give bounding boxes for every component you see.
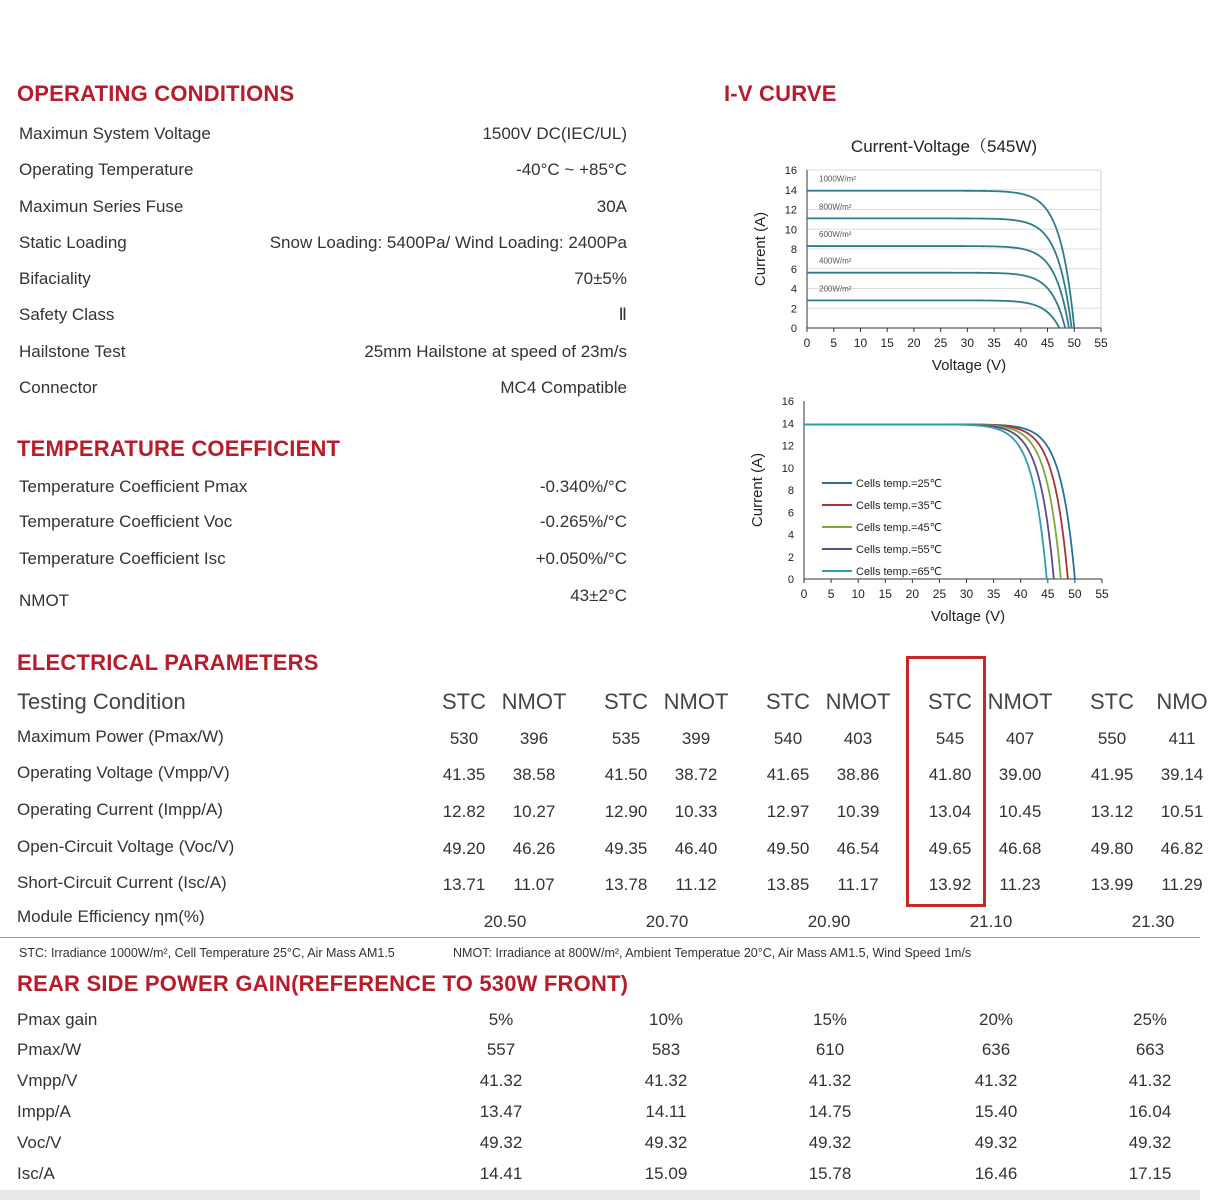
electrical-cell: 46.26 [512,839,556,858]
x-tick-label: 5 [830,336,838,350]
temperature-row-label: NMOT [19,591,70,610]
electrical-parameters-heading: ELECTRICAL PARAMETERS [17,650,319,675]
electrical-cell: 46.54 [836,839,880,858]
condition-header: STC [766,689,810,714]
rear-row-label: Impp/A [17,1102,71,1121]
rear-cell: 41.32 [808,1071,852,1090]
efficiency-cell: 20.90 [807,912,851,931]
rear-cell: 49.32 [974,1133,1018,1152]
x-tick-label: 40 [1014,587,1028,601]
electrical-cell: 10.33 [674,802,718,821]
electrical-cell: 41.65 [766,765,810,784]
iv-temperature-chart [740,388,1140,633]
x-tick-label: 30 [960,336,975,350]
x-axis-label: Voltage (V) [930,608,1006,625]
rear-cell: 636 [981,1040,1011,1059]
temperature-row-label: Temperature Coefficient Pmax [19,477,248,496]
divider [0,937,1200,938]
electrical-cell: 12.82 [442,802,486,821]
rear-side-gain-heading: REAR SIDE POWER GAIN(REFERENCE TO 530W FRONT) [17,971,629,996]
chart-title: Current-Voltage（545W) [850,137,1038,156]
rear-cell: 49.32 [479,1133,523,1152]
efficiency-label: Module Efficiency ηm(%) [17,907,205,926]
y-tick-label: 16 [781,396,794,408]
operating-row-value: 70±5% [574,269,627,288]
operating-row-value: Ⅱ [618,305,627,324]
condition-header: NMOT [663,689,729,714]
electrical-cell: 46.40 [674,839,718,858]
y-axis-label: Current (A) [752,211,769,287]
operating-row-label: Static Loading [19,233,127,252]
electrical-cell: 530 [449,729,479,748]
operating-row-label: Safety Class [19,305,115,324]
rear-cell: 49.32 [808,1133,852,1152]
electrical-cell: 540 [773,729,803,748]
y-tick-label: 10 [781,462,794,475]
electrical-row-label: Short-Circuit Current (Isc/A) [17,873,227,892]
temperature-row-label: Temperature Coefficient Voc [19,512,233,531]
electrical-cell: 535 [611,729,641,748]
y-tick-label: 4 [790,283,797,296]
rear-cell: 16.46 [974,1164,1018,1183]
x-tick-label: 45 [1041,587,1055,601]
rear-cell: 41.32 [1128,1071,1172,1090]
operating-row-value: 1500V DC(IEC/UL) [482,124,627,143]
rear-cell: 15.09 [644,1164,688,1183]
y-tick-label: 6 [787,507,794,520]
temperature-row-label: Temperature Coefficient Isc [19,549,226,568]
x-tick-label: 25 [933,336,948,350]
electrical-row-label: Operating Voltage (Vmpp/V) [17,763,230,782]
electrical-cell: 39.00 [998,765,1042,784]
electrical-cell: 41.50 [604,765,648,784]
temperature-row-value: -0.340%/°C [539,477,627,496]
highlight-545w-box [906,656,986,907]
rear-cell: 5% [488,1010,514,1029]
temperature-row-value: 43±2°C [570,586,627,605]
electrical-cell: 38.58 [512,765,556,784]
electrical-cell: 12.97 [766,802,810,821]
y-tick-label: 8 [790,244,797,256]
rear-cell: 13.47 [479,1102,523,1121]
x-tick-label: 35 [987,336,1001,350]
y-axis-label: Current (A) [749,452,766,528]
series-label: 400W/m² [819,256,852,266]
efficiency-cell: 20.50 [483,912,527,931]
x-tick-label: 50 [1067,336,1081,350]
nmot-note: NMOT: Irradiance at 800W/m², Ambient Temperatue 20°C, Air Mass AM1.5, Wind Speed 1m/s [453,946,972,960]
operating-row-label: Bifaciality [19,269,91,288]
x-tick-label: 20 [907,336,921,350]
electrical-cell: 13.78 [604,875,648,894]
electrical-cell: 49.35 [604,839,648,858]
rear-cell: 20% [978,1010,1014,1029]
rear-cell: 16.04 [1128,1102,1172,1121]
condition-header: STC [442,689,486,714]
rear-cell: 15% [812,1010,848,1029]
operating-row-label: Maximun System Voltage [19,124,211,143]
electrical-cell: 13.99 [1090,875,1134,894]
rear-row-label: Pmax gain [17,1010,98,1029]
x-tick-label: 45 [1040,336,1055,350]
rear-row-label: Pmax/W [17,1040,82,1059]
rear-cell: 17.15 [1128,1164,1172,1183]
rear-cell: 557 [486,1040,516,1059]
rear-cell: 41.32 [974,1071,1018,1090]
rear-cell: 610 [815,1040,845,1059]
x-tick-label: 15 [878,587,892,601]
y-tick-label: 6 [790,263,797,276]
iv-curve-heading: I-V CURVE [724,81,837,106]
electrical-cell: 11.07 [513,875,555,894]
rear-cell: 14.41 [479,1164,523,1183]
temperature-row-value: -0.265%/°C [539,512,627,531]
legend-label: Cells temp.=35℃ [856,500,943,512]
series-label: 800W/m² [819,202,852,212]
electrical-cell: 407 [1005,729,1035,748]
legend-label: Cells temp.=65℃ [856,566,943,578]
electrical-row-label: Maximum Power (Pmax/W) [17,727,224,746]
operating-row-value: Snow Loading: 5400Pa/ Wind Loading: 2400Pa [269,233,627,252]
condition-header: STC [604,689,648,714]
electrical-cell: 11.12 [675,875,717,894]
electrical-cell: 46.82 [1160,839,1204,858]
y-tick-label: 0 [787,574,794,586]
x-tick-label: 50 [1068,587,1082,601]
y-tick-label: 12 [784,204,797,217]
electrical-cell: 38.86 [836,765,880,784]
condition-header: NMOT [825,689,891,714]
stc-note: STC: Irradiance 1000W/m², Cell Temperature 25°C, Air Mass AM1.5 [19,946,395,960]
rear-cell: 14.11 [645,1102,687,1121]
operating-row-value: -40°C ~ +85°C [516,160,627,179]
condition-header: STC [928,689,972,714]
electrical-cell: 550 [1097,729,1127,748]
electrical-cell: 10.45 [998,802,1042,821]
operating-row-label: Operating Temperature [19,160,194,179]
series-label: 1000W/m² [819,174,856,184]
y-tick-label: 10 [784,224,797,237]
electrical-cell: 545 [935,729,965,748]
y-tick-label: 16 [784,165,797,177]
x-tick-label: 5 [827,587,835,601]
electrical-cell: 10.27 [512,802,556,821]
electrical-cell: 399 [681,729,711,748]
y-tick-label: 0 [790,323,797,335]
electrical-cell: 12.90 [604,802,648,821]
rear-row-label: Voc/V [17,1133,62,1152]
y-tick-label: 8 [787,485,794,497]
electrical-cell: 13.85 [766,875,810,894]
x-tick-label: 0 [803,336,811,350]
y-tick-label: 2 [787,551,794,564]
electrical-cell: 11.17 [837,875,879,894]
electrical-cell: 13.92 [928,875,972,894]
x-tick-label: 10 [851,587,865,601]
x-tick-label: 20 [905,587,920,601]
y-tick-label: 2 [790,303,797,316]
operating-row-label: Maximun Series Fuse [19,197,184,216]
x-tick-label: 0 [800,587,808,601]
temperature-row-value: +0.050%/°C [535,549,627,568]
electrical-cell: 11.29 [1161,875,1203,894]
electrical-cell: 10.39 [836,802,880,821]
rear-cell: 41.32 [644,1071,688,1090]
series-label: 600W/m² [819,230,852,240]
operating-row-value: MC4 Compatible [500,378,627,397]
legend-label: Cells temp.=55℃ [856,544,943,556]
legend-label: Cells temp.=25℃ [856,478,943,490]
electrical-cell: 13.12 [1090,802,1134,821]
y-tick-label: 12 [781,440,794,453]
x-tick-label: 55 [1095,587,1109,601]
electrical-row-label: Operating Current (Impp/A) [17,800,223,819]
electrical-cell: 403 [843,729,873,748]
electrical-cell: 46.68 [998,839,1042,858]
electrical-cell: 39.14 [1160,765,1204,784]
operating-row-value: 25mm Hailstone at speed of 23m/s [364,342,627,361]
iv-irradiance-chart [740,130,1140,380]
electrical-cell: 49.65 [928,839,972,858]
rear-cell: 25% [1132,1010,1168,1029]
electrical-cell: 41.95 [1090,765,1134,784]
rear-cell: 49.32 [1128,1133,1172,1152]
condition-header: NMOT [501,689,567,714]
electrical-cell: 11.23 [999,875,1041,894]
x-tick-label: 25 [932,587,947,601]
x-axis-label: Voltage (V) [931,357,1007,374]
operating-row-value: 30A [596,197,627,216]
operating-conditions-heading: OPERATING CONDITIONS [17,81,295,106]
electrical-cell: 49.50 [766,839,810,858]
electrical-cell: 41.80 [928,765,972,784]
electrical-cell: 38.72 [674,765,718,784]
electrical-cell: 49.80 [1090,839,1134,858]
electrical-cell: 13.71 [442,875,486,894]
testing-condition-label: Testing Condition [17,689,186,714]
electrical-cell: 13.04 [928,802,972,821]
x-tick-label: 35 [986,587,1001,601]
electrical-cell: 411 [1168,729,1196,748]
rear-row-label: Isc/A [17,1164,55,1183]
operating-row-label: Connector [19,378,98,397]
electrical-row-label: Open-Circuit Voltage (Voc/V) [17,837,235,856]
y-tick-label: 14 [781,418,794,431]
x-tick-label: 30 [959,587,974,601]
operating-row-label: Hailstone Test [19,342,126,361]
rear-cell: 15.78 [808,1164,852,1183]
x-tick-label: 10 [853,336,868,350]
rear-row-label: Vmpp/V [17,1071,78,1090]
y-tick-label: 14 [784,184,797,197]
electrical-cell: 396 [519,729,549,748]
rear-cell: 14.75 [808,1102,852,1121]
rear-cell: 663 [1135,1040,1165,1059]
rear-cell: 41.32 [479,1071,523,1090]
efficiency-cell: 20.70 [645,912,689,931]
efficiency-cell: 21.30 [1131,912,1175,931]
y-tick-label: 4 [787,529,794,542]
bottom-bar [0,1190,1200,1200]
legend-label: Cells temp.=45℃ [856,522,943,534]
x-tick-label: 40 [1014,336,1028,350]
condition-header: STC [1090,689,1134,714]
rear-cell: 10% [648,1010,684,1029]
efficiency-cell: 21.10 [969,912,1013,931]
series-label: 200W/m² [819,284,852,294]
electrical-cell: 41.35 [442,765,486,784]
rear-cell: 15.40 [974,1102,1018,1121]
x-tick-label: 55 [1094,336,1108,350]
temperature-coefficient-heading: TEMPERATURE COEFFICIENT [17,436,341,461]
electrical-cell: 49.20 [442,839,486,858]
condition-header: NMOT [987,689,1053,714]
rear-cell: 583 [651,1040,681,1059]
x-tick-label: 15 [880,336,894,350]
series-line [807,300,1059,328]
electrical-cell: 10.51 [1160,802,1204,821]
rear-cell: 49.32 [644,1133,688,1152]
condition-header: NMO [1156,689,1208,714]
